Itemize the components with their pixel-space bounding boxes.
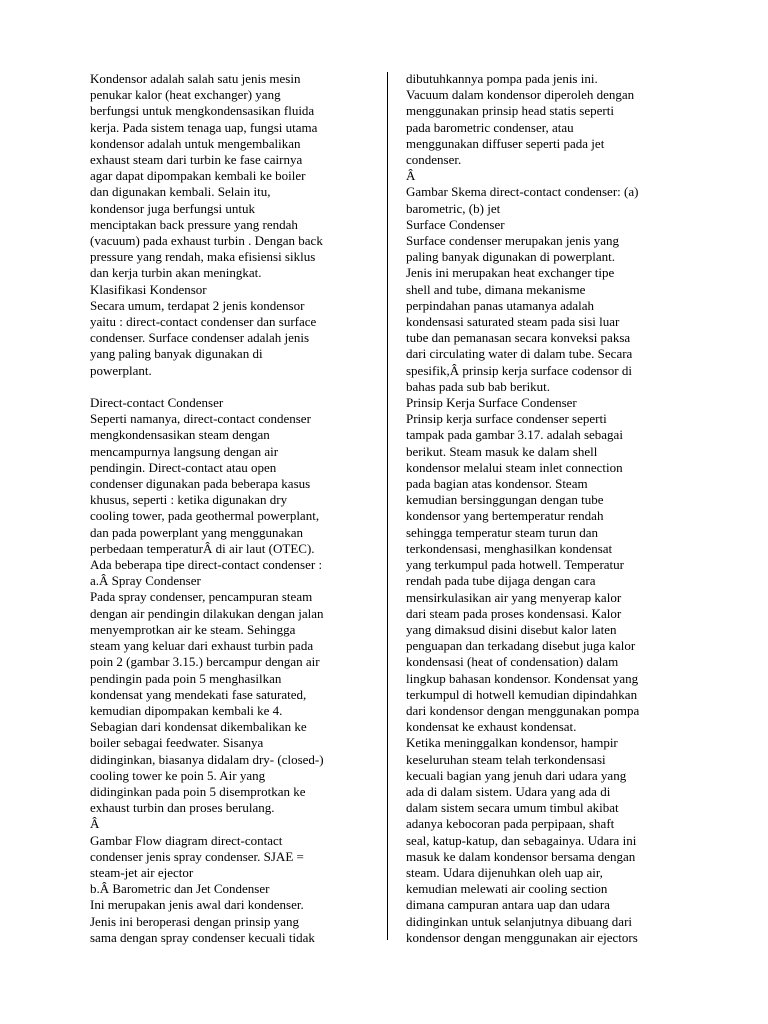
text-line: penukar kalor (heat exchanger) yang <box>90 87 281 103</box>
text-line: dimana campuran antara uap dan udara <box>406 897 610 913</box>
text-line: pada bagian atas kondensor. Steam <box>406 476 588 492</box>
text-line: agar dapat dipompakan kembali ke boiler <box>90 168 306 184</box>
text-line: lingkup bahasan kondensor. Kondensat yang <box>406 670 639 686</box>
text-line: steam. Udara dijenuhkan oleh uap air, <box>406 864 603 880</box>
text-line: yaitu : direct-contact condenser dan surface <box>90 314 317 330</box>
text-line: Surface Condenser <box>406 216 505 232</box>
text-line: khusus, seperti : ketika digunakan dry <box>90 492 288 508</box>
text-line: didinginkan pada poin 5 disemprotkan ke <box>90 783 306 799</box>
text-line: kerja. Pada sistem tenaga uap, fungsi utama <box>90 119 318 135</box>
text-line: steam-jet air ejector <box>90 864 194 880</box>
text-line: dari circulating water di dalam tube. Secara <box>406 346 633 362</box>
text-line: dan pada powerplant yang menggunakan <box>90 524 303 540</box>
text-line: menyemprotkan air ke steam. Sehingga <box>90 621 296 637</box>
text-line: kemudian dipompakan kembali ke 4. <box>90 702 283 718</box>
text-line <box>90 379 380 395</box>
text-line: pendingin. Direct-contact atau open <box>90 459 277 475</box>
text-line: kondensor dengan menggunakan air ejectors <box>406 929 638 945</box>
text-line: kecuali bagian yang jenuh dari udara yang <box>406 767 627 783</box>
text-line: Pada spray condenser, pencampuran steam <box>90 589 313 605</box>
text-line: dengan air pendingin dilakukan dengan jalan <box>90 605 324 621</box>
text-line: seal, katup-katup, dan sebagainya. Udara ini <box>406 832 637 848</box>
text-line: Vacuum dalam kondensor diperoleh dengan <box>406 87 635 103</box>
text-line: a.Â Spray Condenser <box>90 573 201 589</box>
text-line: terkondensasi, menghasilkan kondensat <box>406 540 613 556</box>
text-line: tampak pada gambar 3.17. adalah sebagai <box>406 427 623 443</box>
text-line: Ketika meninggalkan kondensor, hampir <box>406 735 618 751</box>
text-line: Klasifikasi Kondensor <box>90 281 207 297</box>
text-line: paling banyak digunakan di powerplant. <box>406 249 616 265</box>
text-line: dari steam pada proses kondensasi. Kalor <box>406 605 622 621</box>
text-line: dibutuhkannya pompa pada jenis ini. <box>406 71 598 86</box>
text-line: keseluruhan steam telah terkondensasi <box>406 751 606 767</box>
text-line: shell and tube, dimana mekanisme <box>406 281 586 297</box>
text-line: kondensor juga berfungsi untuk <box>90 200 256 216</box>
text-line: Ada beberapa tipe direct-contact condenser : <box>90 557 323 573</box>
text-line: kemudian melewati air cooling section <box>406 881 608 897</box>
text-line: Secara umum, terdapat 2 jenis kondensor <box>90 297 305 313</box>
text-line: pressure yang rendah, maka efisiensi siklus <box>90 249 316 265</box>
text-line: Â <box>90 816 100 832</box>
text-line: Seperti namanya, direct-contact condenser <box>90 411 311 427</box>
text-line: powerplant. <box>90 362 152 378</box>
text-line: dalam sistem secara umum timbul akibat <box>406 800 619 816</box>
text-line: berikut. Steam masuk ke dalam shell <box>406 443 598 459</box>
text-line: Gambar Flow diagram direct-contact <box>90 832 283 848</box>
text-line: Direct-contact Condenser <box>90 395 224 411</box>
text-line: b.Â Barometric dan Jet Condenser <box>90 881 270 897</box>
text-line: condenser. Surface condenser adalah jenis <box>90 330 310 346</box>
text-line: barometric, (b) jet <box>406 200 501 216</box>
text-line: mengkondensasikan steam dengan <box>90 427 270 443</box>
text-line: ada di dalam sistem. Udara yang ada di <box>406 783 611 799</box>
text-line: kondensor melalui steam inlet connection <box>406 459 623 475</box>
text-line: menggunakan prinsip head statis seperti <box>406 103 614 119</box>
text-line: exhaust steam dari turbin ke fase cairnya <box>90 152 303 168</box>
text-line: yang paling banyak digunakan di <box>90 346 263 362</box>
text-line: pendingin pada poin 5 menghasilkan <box>90 670 282 686</box>
text-line: boiler sebagai feedwater. Sisanya <box>90 735 264 751</box>
text-line: cooling tower, pada geothermal powerplant, <box>90 508 320 524</box>
text-line: yang dimaksud disini disebut kalor laten <box>406 621 617 637</box>
left-text-column <box>90 71 380 946</box>
text-line: masuk ke dalam kondensor bersama dengan <box>406 848 636 864</box>
text-line: condenser. <box>406 152 462 168</box>
text-line: mencampurnya langsung dengan air <box>90 443 279 459</box>
text-line: kondensor yang bertemperatur rendah <box>406 508 604 524</box>
text-line: kondensat yang mendekati fase saturated, <box>90 686 307 702</box>
text-line: perbedaan temperaturÂ di air laut (OTEC). <box>90 540 315 556</box>
text-line: adanya kebocoran pada perpipaan, shaft <box>406 816 615 832</box>
text-line: menciptakan back pressure yang rendah <box>90 216 298 232</box>
text-line: poin 2 (gambar 3.15.) bercampur dengan air <box>90 654 320 670</box>
text-line: perpindahan panas utamanya adalah <box>406 297 595 313</box>
text-line: Â <box>406 168 416 184</box>
text-line: Prinsip Kerja Surface Condenser <box>406 395 577 411</box>
text-line: sehingga temperatur steam turun dan <box>406 524 599 540</box>
text-line: steam yang keluar dari exhaust turbin pada <box>90 638 314 654</box>
text-line: yang terkumpul pada hotwell. Temperatur <box>406 557 624 573</box>
text-line: Prinsip kerja surface condenser seperti <box>406 411 607 427</box>
text-line: didinginkan untuk selanjutnya dibuang dari <box>406 913 633 929</box>
text-line: exhaust turbin dan proses berulang. <box>90 800 275 816</box>
text-line: didinginkan, biasanya didalam dry- (closed-) <box>90 751 324 767</box>
text-line: Kondensor adalah salah satu jenis mesin <box>90 71 301 86</box>
text-line: condenser jenis spray condenser. SJAE = <box>90 848 304 864</box>
text-line: dan kerja turbin akan meningkat. <box>90 265 262 281</box>
text-line: bahas pada sub bab berikut. <box>406 378 551 394</box>
text-line: terkumpul di hotwell kemudian dipindahkan <box>406 686 638 702</box>
text-line: (vacuum) pada exhaust turbin . Dengan back <box>90 233 323 249</box>
text-line: Surface condenser merupakan jenis yang <box>406 233 619 249</box>
text-line: Gambar Skema direct-contact condenser: (a) <box>406 184 639 200</box>
text-line: Ini merupakan jenis awal dari kondenser. <box>90 897 304 913</box>
text-line: kemudian bersinggungan dengan tube <box>406 492 604 508</box>
text-line: kondensasi saturated steam pada sisi luar <box>406 314 620 330</box>
text-line: kondensat ke exhaust kondensat. <box>406 719 577 735</box>
text-line: Jenis ini beroperasi dengan prinsip yang <box>90 913 300 929</box>
text-line: menggunakan diffuser seperti pada jet <box>406 135 605 151</box>
text-line: cooling tower ke poin 5. Air yang <box>90 767 266 783</box>
column-divider <box>387 72 388 940</box>
text-line: sama dengan spray condenser kecuali tidak <box>90 929 315 945</box>
text-line: pada barometric condenser, atau <box>406 119 574 135</box>
text-line: berfungsi untuk mengkondensasikan fluida <box>90 103 315 119</box>
text-line: Sebagian dari kondensat dikembalikan ke <box>90 719 307 735</box>
text-line: spesifik,Â prinsip kerja surface codensor di <box>406 362 632 378</box>
text-line: kondensasi (heat of condensation) dalam <box>406 654 619 670</box>
right-text-column <box>406 71 686 946</box>
text-line: condenser digunakan pada beberapa kasus <box>90 476 311 492</box>
text-line: dan digunakan kembali. Selain itu, <box>90 184 271 200</box>
text-line: dari kondensor dengan menggunakan pompa <box>406 702 640 718</box>
text-line: mensirkulasikan air yang menyerap kalor <box>406 589 622 605</box>
text-line: tube dan pemanasan secara konveksi paksa <box>406 330 631 346</box>
text-line: rendah pada tube dijaga dengan cara <box>406 573 596 589</box>
text-line: Jenis ini merupakan heat exchanger tipe <box>406 265 615 281</box>
text-line: kondensor adalah untuk mengembalikan <box>90 135 301 151</box>
text-line: penguapan dan terkadang disebut juga kalor <box>406 638 636 654</box>
